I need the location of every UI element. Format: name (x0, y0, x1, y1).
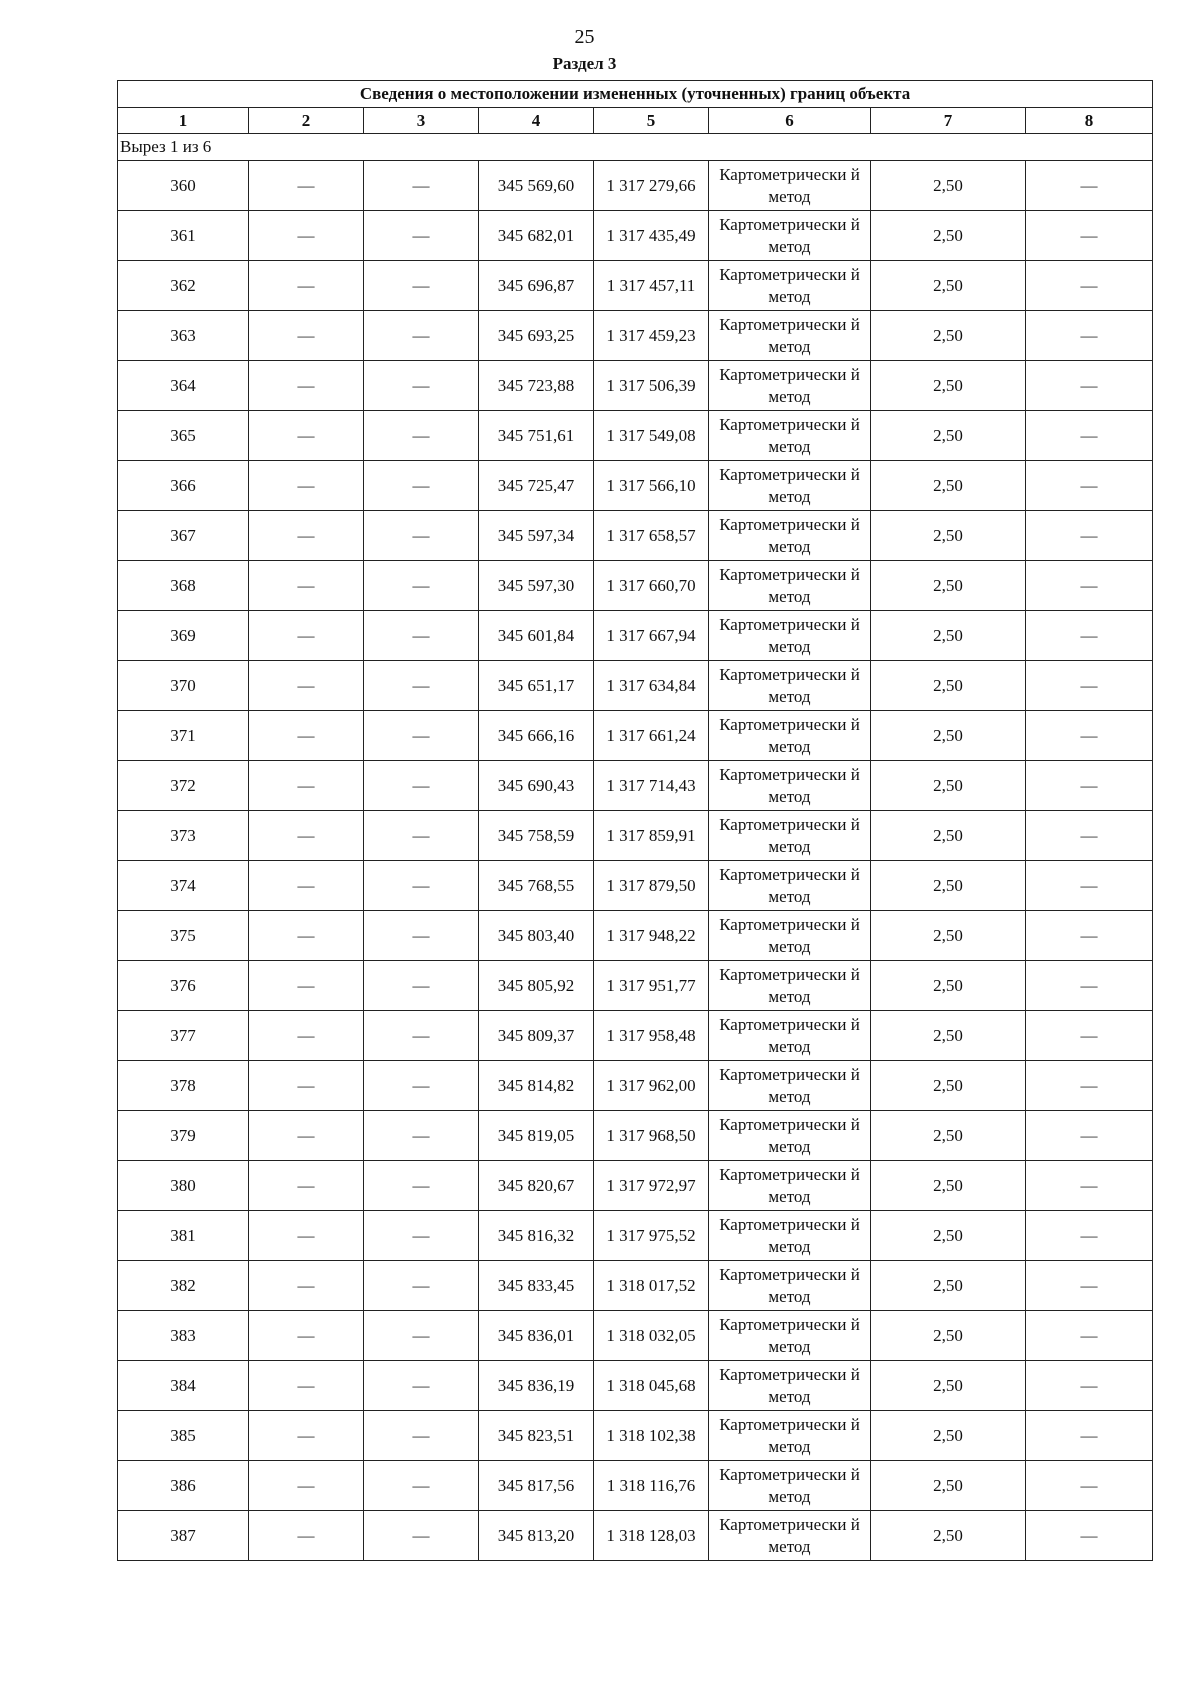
boundary-table (117, 80, 1153, 1561)
method-cell: Картометрически й метод (709, 1211, 871, 1261)
empty-cell: — (1026, 161, 1153, 211)
point-number-cell: 375 (118, 911, 249, 961)
table-row (118, 811, 1153, 861)
empty-cell: — (1026, 1061, 1153, 1111)
accuracy-cell: 2,50 (871, 1311, 1026, 1361)
point-number-cell: 381 (118, 1211, 249, 1261)
empty-cell: — (249, 811, 364, 861)
y-coordinate-cell: 1 317 634,84 (594, 661, 709, 711)
empty-cell: — (364, 361, 479, 411)
table-row (118, 1061, 1153, 1111)
x-coordinate-cell: 345 805,92 (479, 961, 594, 1011)
accuracy-cell: 2,50 (871, 211, 1026, 261)
method-cell: Картометрически й метод (709, 1011, 871, 1061)
empty-cell: — (364, 711, 479, 761)
y-coordinate-cell: 1 317 975,52 (594, 1211, 709, 1261)
empty-cell: — (364, 1061, 479, 1111)
empty-cell: — (249, 561, 364, 611)
y-coordinate-cell: 1 317 958,48 (594, 1011, 709, 1061)
empty-cell: — (364, 811, 479, 861)
method-cell: Картометрически й метод (709, 761, 871, 811)
empty-cell: — (1026, 611, 1153, 661)
y-coordinate-cell: 1 317 506,39 (594, 361, 709, 411)
point-number-cell: 376 (118, 961, 249, 1011)
method-cell: Картометрически й метод (709, 1461, 871, 1511)
method-cell: Картометрически й метод (709, 561, 871, 611)
empty-cell: — (364, 1361, 479, 1411)
y-coordinate-cell: 1 317 435,49 (594, 211, 709, 261)
method-cell: Картометрически й метод (709, 711, 871, 761)
empty-cell: — (364, 411, 479, 461)
empty-cell: — (364, 1511, 479, 1561)
empty-cell: — (364, 1461, 479, 1511)
accuracy-cell: 2,50 (871, 861, 1026, 911)
method-cell: Картометрически й метод (709, 461, 871, 511)
point-number-cell: 372 (118, 761, 249, 811)
table-row (118, 911, 1153, 961)
empty-cell: — (364, 311, 479, 361)
empty-cell: — (249, 911, 364, 961)
empty-cell: — (1026, 261, 1153, 311)
x-coordinate-cell: 345 817,56 (479, 1461, 594, 1511)
point-number-cell: 384 (118, 1361, 249, 1411)
y-coordinate-cell: 1 317 549,08 (594, 411, 709, 461)
accuracy-cell: 2,50 (871, 1161, 1026, 1211)
y-coordinate-cell: 1 317 279,66 (594, 161, 709, 211)
table-row (118, 261, 1153, 311)
page-number: 25 (574, 26, 595, 48)
y-coordinate-cell: 1 317 660,70 (594, 561, 709, 611)
y-coordinate-cell: 1 318 032,05 (594, 1311, 709, 1361)
x-coordinate-cell: 345 696,87 (479, 261, 594, 311)
accuracy-cell: 2,50 (871, 1361, 1026, 1411)
empty-cell: — (249, 461, 364, 511)
empty-cell: — (249, 1261, 364, 1311)
method-cell: Картометрически й метод (709, 161, 871, 211)
table-row (118, 1161, 1153, 1211)
accuracy-cell: 2,50 (871, 1111, 1026, 1161)
empty-cell: — (364, 561, 479, 611)
empty-cell: — (1026, 911, 1153, 961)
x-coordinate-cell: 345 819,05 (479, 1111, 594, 1161)
cut-label-row (118, 134, 1153, 161)
empty-cell: — (249, 1011, 364, 1061)
empty-cell: — (1026, 361, 1153, 411)
accuracy-cell: 2,50 (871, 911, 1026, 961)
empty-cell: — (364, 511, 479, 561)
table-caption-row (118, 81, 1153, 108)
x-coordinate-cell: 345 597,34 (479, 511, 594, 561)
column-number: 6 (709, 108, 871, 134)
accuracy-cell: 2,50 (871, 1061, 1026, 1111)
table-row (118, 1511, 1153, 1561)
empty-cell: — (364, 1311, 479, 1361)
empty-cell: — (249, 1061, 364, 1111)
empty-cell: — (1026, 711, 1153, 761)
empty-cell: — (1026, 1161, 1153, 1211)
empty-cell: — (249, 211, 364, 261)
y-coordinate-cell: 1 317 972,97 (594, 1161, 709, 1211)
point-number-cell: 382 (118, 1261, 249, 1311)
empty-cell: — (364, 261, 479, 311)
method-cell: Картометрически й метод (709, 311, 871, 361)
y-coordinate-cell: 1 317 968,50 (594, 1111, 709, 1161)
method-cell: Картометрически й метод (709, 661, 871, 711)
empty-cell: — (364, 761, 479, 811)
x-coordinate-cell: 345 569,60 (479, 161, 594, 211)
y-coordinate-cell: 1 317 948,22 (594, 911, 709, 961)
empty-cell: — (1026, 961, 1153, 1011)
column-number: 7 (871, 108, 1026, 134)
point-number-cell: 371 (118, 711, 249, 761)
empty-cell: — (364, 861, 479, 911)
accuracy-cell: 2,50 (871, 1411, 1026, 1461)
accuracy-cell: 2,50 (871, 311, 1026, 361)
y-coordinate-cell: 1 318 017,52 (594, 1261, 709, 1311)
y-coordinate-cell: 1 317 962,00 (594, 1061, 709, 1111)
empty-cell: — (249, 711, 364, 761)
point-number-cell: 370 (118, 661, 249, 711)
empty-cell: — (249, 1461, 364, 1511)
y-coordinate-cell: 1 317 661,24 (594, 711, 709, 761)
table-row (118, 211, 1153, 261)
point-number-cell: 373 (118, 811, 249, 861)
empty-cell: — (249, 1311, 364, 1361)
method-cell: Картометрически й метод (709, 961, 871, 1011)
table-row (118, 311, 1153, 361)
empty-cell: — (1026, 461, 1153, 511)
empty-cell: — (1026, 311, 1153, 361)
empty-cell: — (249, 311, 364, 361)
empty-cell: — (364, 1411, 479, 1461)
empty-cell: — (1026, 1311, 1153, 1361)
empty-cell: — (1026, 411, 1153, 461)
table-caption: Сведения о местоположении измененных (уточненных) границ объекта (118, 81, 1153, 108)
point-number-cell: 369 (118, 611, 249, 661)
x-coordinate-cell: 345 651,17 (479, 661, 594, 711)
empty-cell: — (364, 611, 479, 661)
accuracy-cell: 2,50 (871, 1011, 1026, 1061)
column-number: 8 (1026, 108, 1153, 134)
empty-cell: — (1026, 1361, 1153, 1411)
empty-cell: — (1026, 811, 1153, 861)
empty-cell: — (364, 211, 479, 261)
y-coordinate-cell: 1 318 102,38 (594, 1411, 709, 1461)
accuracy-cell: 2,50 (871, 561, 1026, 611)
point-number-cell: 361 (118, 211, 249, 261)
empty-cell: — (249, 261, 364, 311)
empty-cell: — (249, 861, 364, 911)
empty-cell: — (249, 511, 364, 561)
y-coordinate-cell: 1 317 457,11 (594, 261, 709, 311)
section-title: Раздел 3 (552, 54, 617, 73)
method-cell: Картометрически й метод (709, 1511, 871, 1561)
accuracy-cell: 2,50 (871, 711, 1026, 761)
y-coordinate-cell: 1 317 459,23 (594, 311, 709, 361)
x-coordinate-cell: 345 823,51 (479, 1411, 594, 1461)
table-row (118, 1011, 1153, 1061)
point-number-cell: 379 (118, 1111, 249, 1161)
table-row (118, 1411, 1153, 1461)
x-coordinate-cell: 345 597,30 (479, 561, 594, 611)
empty-cell: — (364, 911, 479, 961)
x-coordinate-cell: 345 666,16 (479, 711, 594, 761)
empty-cell: — (1026, 1411, 1153, 1461)
empty-cell: — (1026, 1261, 1153, 1311)
table-row (118, 1111, 1153, 1161)
table-row (118, 461, 1153, 511)
empty-cell: — (249, 1161, 364, 1211)
column-number-row (118, 108, 1153, 134)
point-number-cell: 364 (118, 361, 249, 411)
table-row (118, 411, 1153, 461)
table-row (118, 861, 1153, 911)
point-number-cell: 385 (118, 1411, 249, 1461)
point-number-cell: 365 (118, 411, 249, 461)
table-row (118, 761, 1153, 811)
accuracy-cell: 2,50 (871, 811, 1026, 861)
method-cell: Картометрически й метод (709, 361, 871, 411)
empty-cell: — (1026, 511, 1153, 561)
empty-cell: — (249, 161, 364, 211)
x-coordinate-cell: 345 814,82 (479, 1061, 594, 1111)
x-coordinate-cell: 345 816,32 (479, 1211, 594, 1261)
y-coordinate-cell: 1 318 128,03 (594, 1511, 709, 1561)
x-coordinate-cell: 345 723,88 (479, 361, 594, 411)
point-number-cell: 383 (118, 1311, 249, 1361)
empty-cell: — (249, 1111, 364, 1161)
accuracy-cell: 2,50 (871, 411, 1026, 461)
accuracy-cell: 2,50 (871, 261, 1026, 311)
method-cell: Картометрически й метод (709, 611, 871, 661)
y-coordinate-cell: 1 318 116,76 (594, 1461, 709, 1511)
accuracy-cell: 2,50 (871, 1211, 1026, 1261)
empty-cell: — (1026, 561, 1153, 611)
x-coordinate-cell: 345 768,55 (479, 861, 594, 911)
empty-cell: — (249, 1211, 364, 1261)
column-number: 4 (479, 108, 594, 134)
point-number-cell: 366 (118, 461, 249, 511)
table-row (118, 961, 1153, 1011)
point-number-cell: 378 (118, 1061, 249, 1111)
table-row (118, 1361, 1153, 1411)
y-coordinate-cell: 1 317 879,50 (594, 861, 709, 911)
accuracy-cell: 2,50 (871, 461, 1026, 511)
point-number-cell: 360 (118, 161, 249, 211)
accuracy-cell: 2,50 (871, 1261, 1026, 1311)
empty-cell: — (1026, 1511, 1153, 1561)
y-coordinate-cell: 1 317 566,10 (594, 461, 709, 511)
x-coordinate-cell: 345 836,19 (479, 1361, 594, 1411)
cut-label: Вырез 1 из 6 (118, 134, 1153, 161)
empty-cell: — (249, 1361, 364, 1411)
empty-cell: — (364, 1111, 479, 1161)
x-coordinate-cell: 345 820,67 (479, 1161, 594, 1211)
y-coordinate-cell: 1 318 045,68 (594, 1361, 709, 1411)
x-coordinate-cell: 345 836,01 (479, 1311, 594, 1361)
empty-cell: — (1026, 761, 1153, 811)
table-row (118, 1261, 1153, 1311)
x-coordinate-cell: 345 690,43 (479, 761, 594, 811)
method-cell: Картометрически й метод (709, 1161, 871, 1211)
x-coordinate-cell: 345 809,37 (479, 1011, 594, 1061)
table-row (118, 361, 1153, 411)
empty-cell: — (364, 1161, 479, 1211)
accuracy-cell: 2,50 (871, 761, 1026, 811)
point-number-cell: 377 (118, 1011, 249, 1061)
method-cell: Картометрически й метод (709, 1311, 871, 1361)
method-cell: Картометрически й метод (709, 1411, 871, 1461)
method-cell: Картометрически й метод (709, 1261, 871, 1311)
column-number: 1 (118, 108, 249, 134)
empty-cell: — (1026, 661, 1153, 711)
accuracy-cell: 2,50 (871, 161, 1026, 211)
x-coordinate-cell: 345 725,47 (479, 461, 594, 511)
x-coordinate-cell: 345 813,20 (479, 1511, 594, 1561)
accuracy-cell: 2,50 (871, 961, 1026, 1011)
y-coordinate-cell: 1 317 951,77 (594, 961, 709, 1011)
empty-cell: — (1026, 1211, 1153, 1261)
table-row (118, 561, 1153, 611)
x-coordinate-cell: 345 682,01 (479, 211, 594, 261)
table-row (118, 661, 1153, 711)
method-cell: Картометрически й метод (709, 1061, 871, 1111)
accuracy-cell: 2,50 (871, 611, 1026, 661)
empty-cell: — (249, 411, 364, 461)
accuracy-cell: 2,50 (871, 1461, 1026, 1511)
empty-cell: — (1026, 1111, 1153, 1161)
column-number: 3 (364, 108, 479, 134)
point-number-cell: 380 (118, 1161, 249, 1211)
y-coordinate-cell: 1 317 714,43 (594, 761, 709, 811)
accuracy-cell: 2,50 (871, 1511, 1026, 1561)
empty-cell: — (364, 461, 479, 511)
empty-cell: — (249, 761, 364, 811)
table-row (118, 511, 1153, 561)
method-cell: Картометрически й метод (709, 411, 871, 461)
point-number-cell: 386 (118, 1461, 249, 1511)
empty-cell: — (249, 1511, 364, 1561)
empty-cell: — (249, 661, 364, 711)
column-number: 2 (249, 108, 364, 134)
x-coordinate-cell: 345 833,45 (479, 1261, 594, 1311)
point-number-cell: 368 (118, 561, 249, 611)
method-cell: Картометрически й метод (709, 211, 871, 261)
empty-cell: — (249, 1411, 364, 1461)
empty-cell: — (1026, 211, 1153, 261)
y-coordinate-cell: 1 317 859,91 (594, 811, 709, 861)
empty-cell: — (364, 661, 479, 711)
method-cell: Картометрически й метод (709, 861, 871, 911)
accuracy-cell: 2,50 (871, 361, 1026, 411)
table-row (118, 711, 1153, 761)
method-cell: Картометрически й метод (709, 1361, 871, 1411)
table-row (118, 1461, 1153, 1511)
table-row (118, 1311, 1153, 1361)
empty-cell: — (1026, 861, 1153, 911)
empty-cell: — (1026, 1011, 1153, 1061)
empty-cell: — (364, 1211, 479, 1261)
empty-cell: — (249, 361, 364, 411)
method-cell: Картометрически й метод (709, 261, 871, 311)
empty-cell: — (1026, 1461, 1153, 1511)
empty-cell: — (364, 161, 479, 211)
empty-cell: — (249, 611, 364, 661)
method-cell: Картометрически й метод (709, 911, 871, 961)
point-number-cell: 362 (118, 261, 249, 311)
point-number-cell: 367 (118, 511, 249, 561)
x-coordinate-cell: 345 601,84 (479, 611, 594, 661)
x-coordinate-cell: 345 758,59 (479, 811, 594, 861)
x-coordinate-cell: 345 693,25 (479, 311, 594, 361)
x-coordinate-cell: 345 803,40 (479, 911, 594, 961)
table-row (118, 611, 1153, 661)
empty-cell: — (364, 1261, 479, 1311)
y-coordinate-cell: 1 317 658,57 (594, 511, 709, 561)
column-number: 5 (594, 108, 709, 134)
method-cell: Картометрически й метод (709, 511, 871, 561)
point-number-cell: 374 (118, 861, 249, 911)
method-cell: Картометрически й метод (709, 811, 871, 861)
empty-cell: — (249, 961, 364, 1011)
x-coordinate-cell: 345 751,61 (479, 411, 594, 461)
point-number-cell: 387 (118, 1511, 249, 1561)
table-row (118, 161, 1153, 211)
accuracy-cell: 2,50 (871, 511, 1026, 561)
empty-cell: — (364, 1011, 479, 1061)
y-coordinate-cell: 1 317 667,94 (594, 611, 709, 661)
method-cell: Картометрически й метод (709, 1111, 871, 1161)
point-number-cell: 363 (118, 311, 249, 361)
empty-cell: — (364, 961, 479, 1011)
accuracy-cell: 2,50 (871, 661, 1026, 711)
table-row (118, 1211, 1153, 1261)
